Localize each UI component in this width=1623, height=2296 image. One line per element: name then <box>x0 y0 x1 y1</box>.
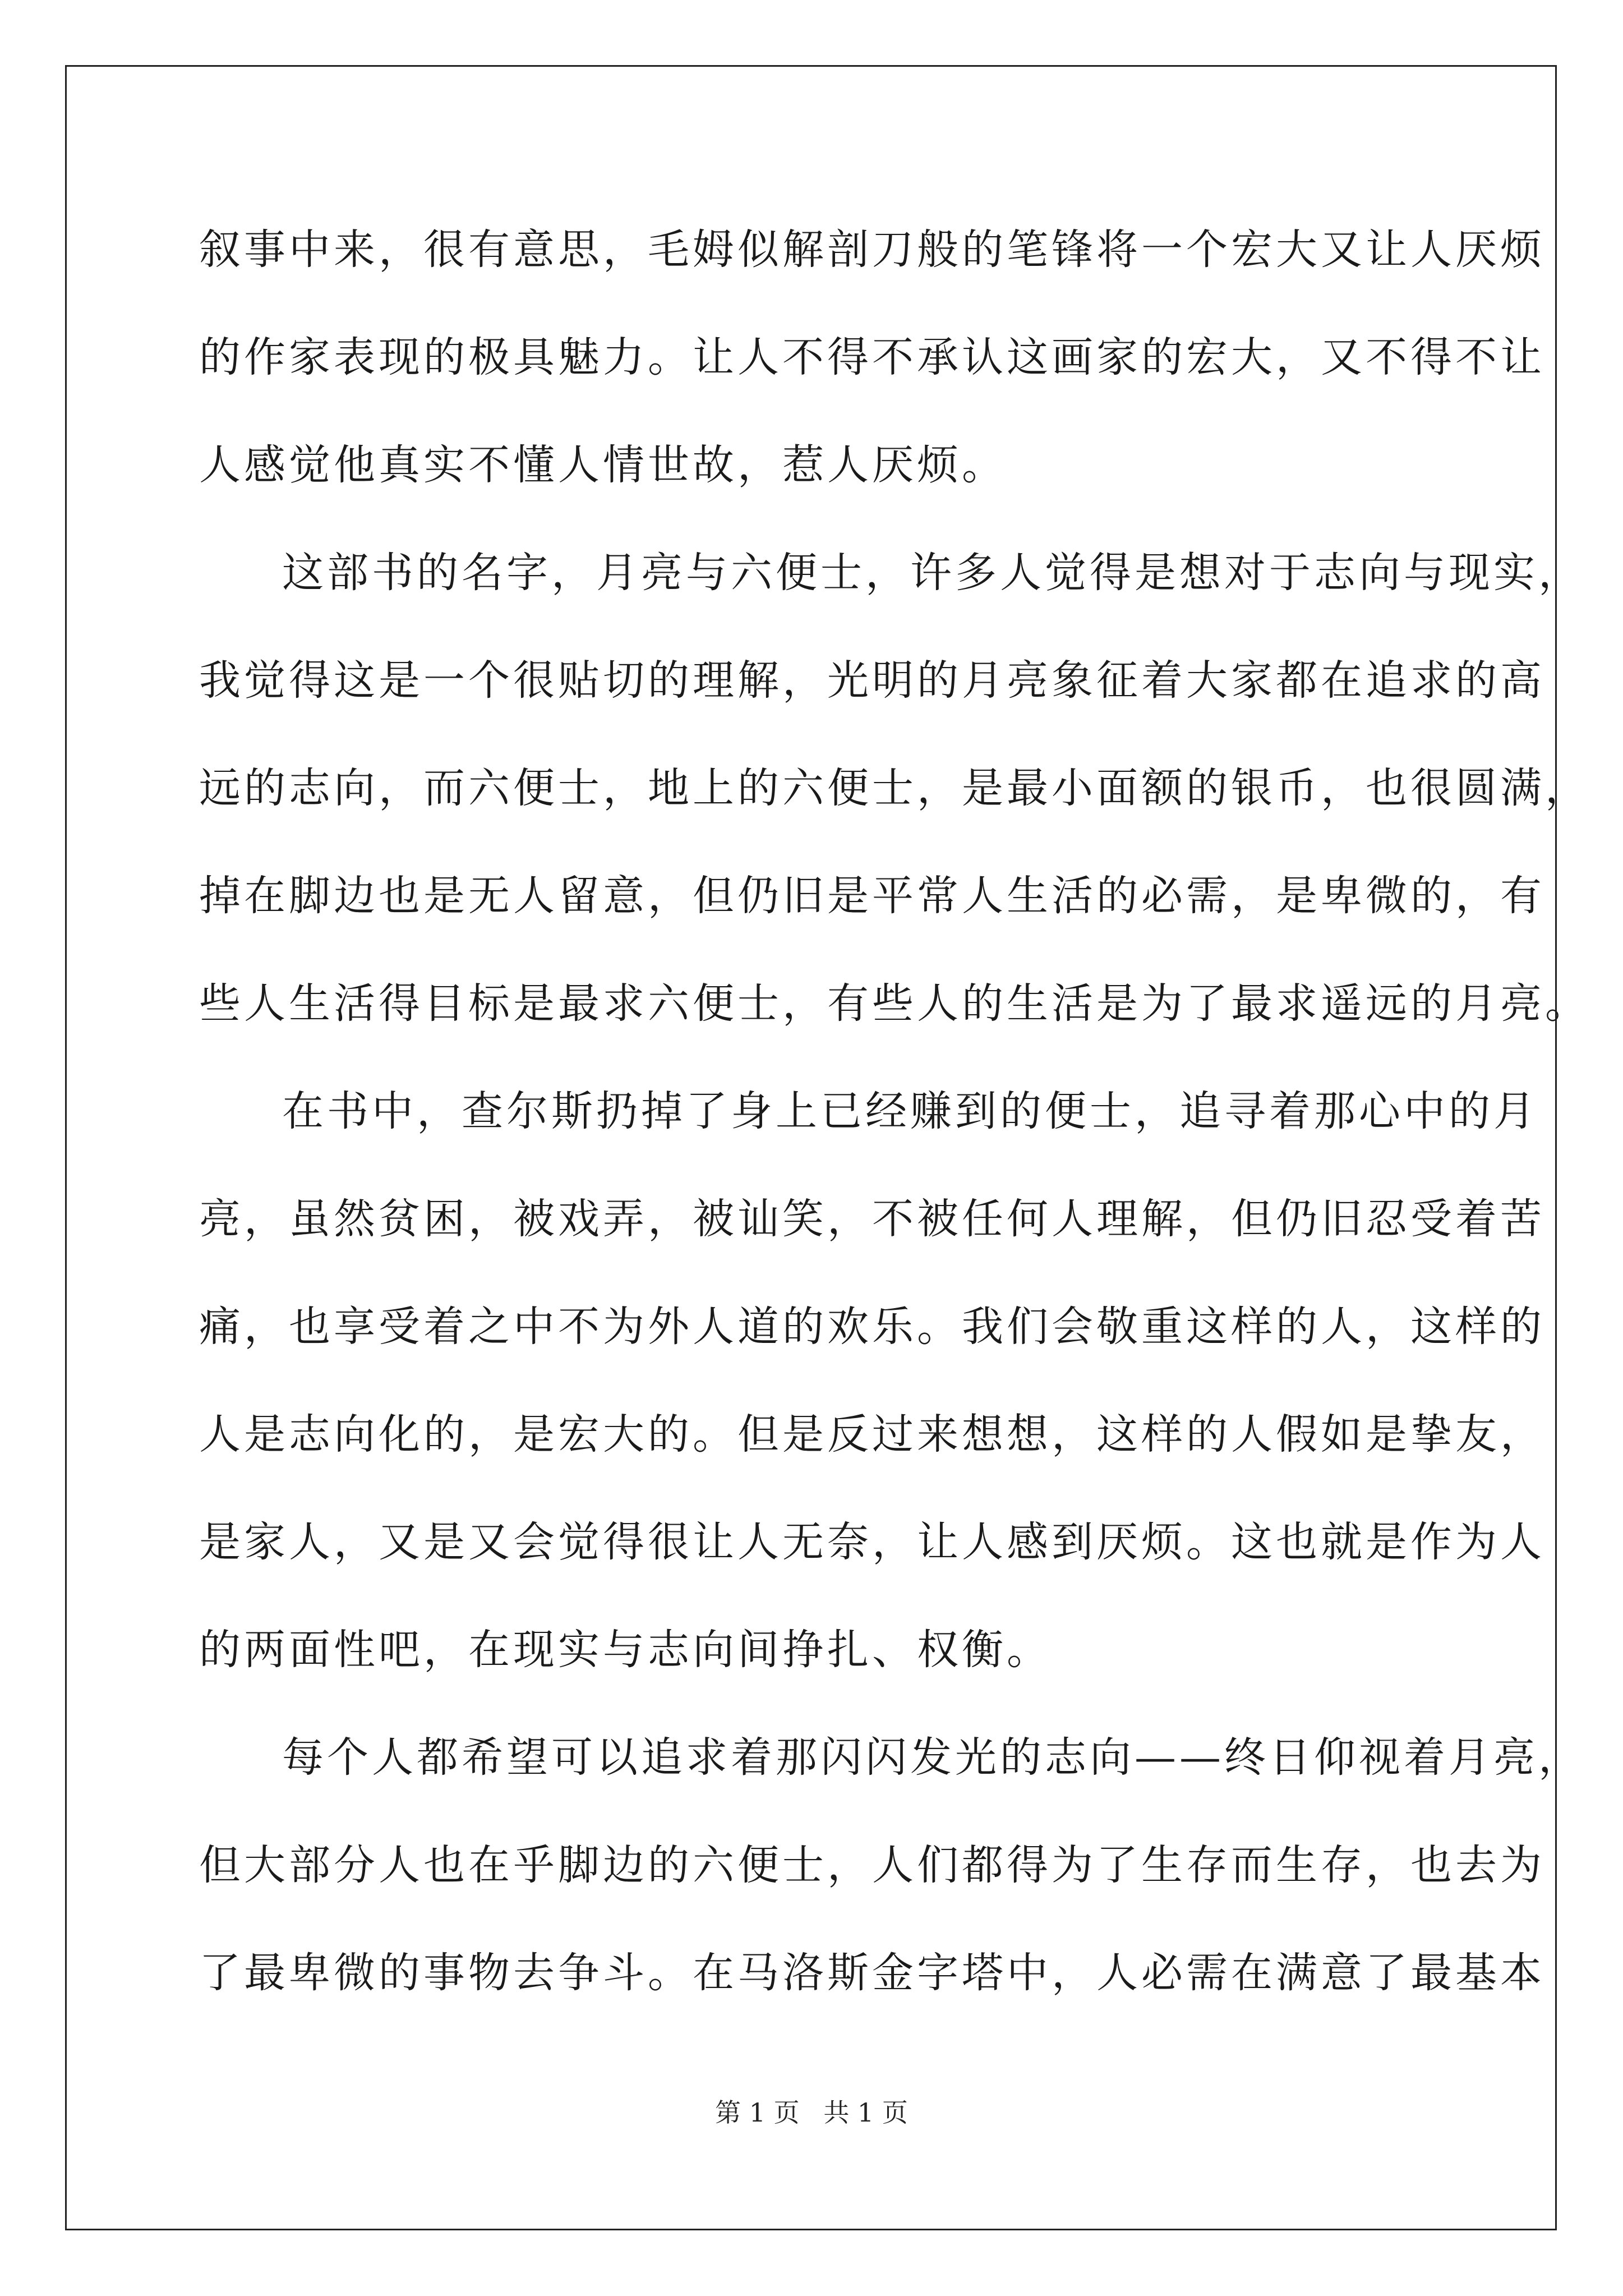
text-line: 远的志向，而六便士，地上的六便士，是最小面额的银币，也很圆满， <box>199 764 1590 812</box>
text-line: 这部书的名字，月亮与六便士，许多人觉得是想对于志向与现实， <box>282 549 1583 597</box>
text-line: 叙事中来，很有意思，毛姆似解剖刀般的笔锋将一个宏大又让人厌烦 <box>199 226 1545 274</box>
text-line: 但大部分人也在乎脚边的六便士，人们都得为了生存而生存，也去为 <box>199 1841 1545 1889</box>
text-line: 在书中，查尔斯扔掉了身上已经赚到的便士，追寻着那心中的月 <box>282 1087 1538 1135</box>
text-line: 人感觉他真实不懂人情世故，惹人厌烦。 <box>199 441 1007 489</box>
text-line: 掉在脚边也是无人留意，但仍旧是平常人生活的必需，是卑微的，有 <box>199 872 1545 920</box>
text-line: 人是志向化的，是宏大的。但是反过来想想，这样的人假如是挚友， <box>199 1410 1545 1458</box>
text-line: 痛，也享受着之中不为外人道的欢乐。我们会敬重这样的人，这样的 <box>199 1303 1545 1351</box>
page-number: 第 1 页 <box>715 2097 800 2128</box>
document-body <box>199 216 1590 2047</box>
text-line: 是家人，又是又会觉得很让人无奈，让人感到厌烦。这也就是作为人 <box>199 1518 1545 1566</box>
text-line: 的作家表现的极具魅力。让人不得不承认这画家的宏大，又不得不让 <box>199 333 1545 381</box>
page-total: 共 1 页 <box>823 2097 908 2128</box>
text-line: 我觉得这是一个很贴切的理解，光明的月亮象征着大家都在追求的高 <box>199 656 1545 705</box>
text-line: 的两面性吧，在现实与志向间挣扎、权衡。 <box>199 1626 1052 1674</box>
page-footer <box>0 2092 1623 2129</box>
text-line: 些人生活得目标是最求六便士，有些人的生活是为了最求遥远的月亮。 <box>199 979 1590 1028</box>
text-line: 了最卑微的事物去争斗。在马洛斯金字塔中，人必需在满意了最基本 <box>199 1949 1545 1997</box>
text-line: 亮，虽然贫困，被戏弄，被讪笑，不被任何人理解，但仍旧忍受着苦 <box>199 1195 1545 1243</box>
text-line: 每个人都希望可以追求着那闪闪发光的志向——终日仰视着月亮， <box>282 1733 1583 1782</box>
